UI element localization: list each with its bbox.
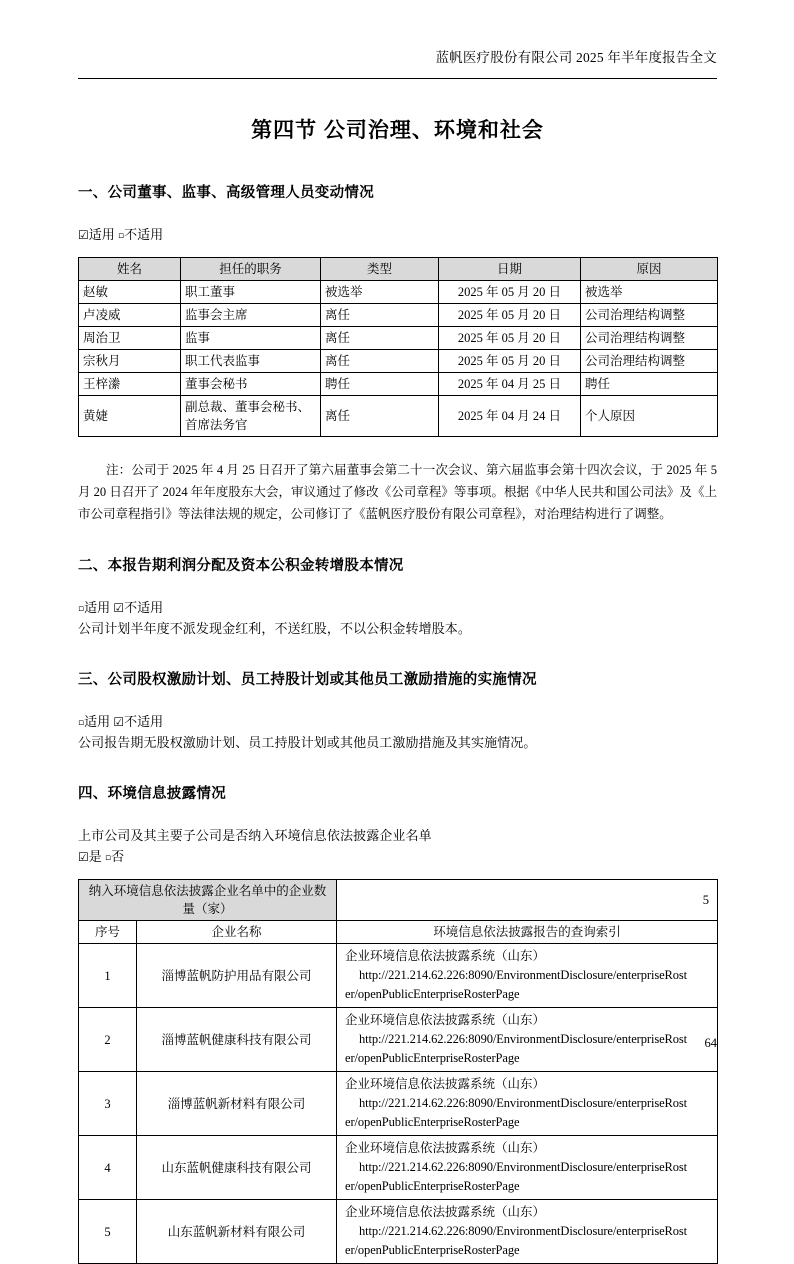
cell-index: 3 [79, 1072, 137, 1136]
cell-position: 职工董事 [181, 281, 321, 304]
disclosure-url-line1: http://221.214.62.226:8090/EnvironmentDisclosure/enterpriseRost [359, 968, 688, 982]
applicability-line-one [78, 224, 717, 245]
cell-position: 监事 [181, 327, 321, 350]
disclosure-url-line1: http://221.214.62.226:8090/EnvironmentDisclosure/enterpriseRost [359, 1096, 688, 1110]
applicability-applicable-label: 适用 [84, 600, 111, 615]
table-row [79, 944, 718, 1008]
table-row [79, 281, 718, 304]
cell-index: 2 [79, 1008, 137, 1072]
column-header-type: 类型 [321, 258, 439, 281]
environment-disclosure-table [78, 879, 718, 1264]
checkbox-unchecked-icon: ▫ [78, 604, 85, 614]
header-divider [78, 78, 717, 79]
table-row [79, 373, 718, 396]
running-header: 蓝帆医疗股份有限公司 2025 年半年度报告全文 [435, 50, 717, 65]
disclosure-url-line2: er/openPublicEnterpriseRosterPage [345, 1179, 520, 1193]
checkbox-checked-icon: ☑ [78, 850, 89, 864]
page-content [78, 104, 717, 1264]
cell-reason: 公司治理结构调整 [581, 327, 718, 350]
column-header-disclosure-index: 环境信息依法披露报告的查询索引 [337, 921, 718, 944]
table-row [79, 1136, 718, 1200]
column-header-index: 序号 [79, 921, 137, 944]
equity-incentive-text: 公司报告期无股权激励计划、员工持股计划或其他员工激励措施及其实施情况。 [78, 735, 537, 750]
checkbox-unchecked-icon: ▫ [118, 231, 125, 241]
cell-company-name: 山东蓝帆新材料有限公司 [137, 1200, 337, 1264]
cell-type: 被选举 [321, 281, 439, 304]
disclosure-system-name: 企业环境信息依法披露系统（山东） [345, 949, 546, 963]
column-header-company: 企业名称 [137, 921, 337, 944]
cell-date: 2025 年 04 月 24 日 [439, 396, 581, 437]
cell-disclosure-link [337, 1200, 718, 1264]
cell-name: 宗秋月 [79, 350, 181, 373]
applicability-line-three [78, 711, 717, 732]
column-header-reason: 原因 [581, 258, 718, 281]
checkbox-unchecked-icon: ▫ [78, 718, 85, 728]
cell-date: 2025 年 05 月 20 日 [439, 281, 581, 304]
environment-question: 上市公司及其主要子公司是否纳入环境信息依法披露企业名单 [78, 828, 432, 843]
disclosure-url-line2: er/openPublicEnterpriseRosterPage [345, 987, 520, 1001]
cell-disclosure-link [337, 1136, 718, 1200]
cell-type: 离任 [321, 350, 439, 373]
disclosure-url-line1: http://221.214.62.226:8090/EnvironmentDisclosure/enterpriseRost [359, 1224, 688, 1238]
disclosure-system-name: 企业环境信息依法披露系统（山东） [345, 1205, 546, 1219]
profit-distribution-text: 公司计划半年度不派发现金红利，不送红股，不以公积金转增股本。 [78, 621, 472, 636]
cell-reason: 个人原因 [581, 396, 718, 437]
cell-company-name: 山东蓝帆健康科技有限公司 [137, 1136, 337, 1200]
cell-index: 4 [79, 1136, 137, 1200]
management-change-note: 注：公司于 2025 年 4 月 25 日召开了第六届董事会第二十一次会议、第六届监事会第十四次会议，于 2025 年 5 月 20 日召开了 2024 年年度股东大会，审议通过了修改《公司章程》等事项。根据《中华人民共和国公司法》及《上市公司章程指引》等法律法规的规定，公司修订了《蓝帆医疗股份有限公司章程》，对治理结构进行了调整。 [78, 463, 717, 521]
cell-type: 离任 [321, 304, 439, 327]
cell-type: 离任 [321, 396, 439, 437]
disclosure-system-name: 企业环境信息依法披露系统（山东） [345, 1141, 546, 1155]
checkbox-checked-icon: ☑ [78, 228, 89, 242]
table-row [79, 327, 718, 350]
heading-section-one: 一、公司董事、监事、高级管理人员变动情况 [78, 185, 374, 201]
page-title: 第四节 公司治理、环境和社会 [251, 119, 544, 142]
table-header-row [79, 258, 718, 281]
cell-position: 副总裁、董事会秘书、首席法务官 [181, 396, 321, 437]
cell-company-name: 淄博蓝帆新材料有限公司 [137, 1072, 337, 1136]
disclosure-system-name: 企业环境信息依法披露系统（山东） [345, 1077, 546, 1091]
column-header-name: 姓名 [79, 258, 181, 281]
heading-section-three: 三、公司股权激励计划、员工持股计划或其他员工激励措施的实施情况 [78, 672, 537, 688]
disclosure-url-line2: er/openPublicEnterpriseRosterPage [345, 1243, 520, 1257]
cell-reason: 公司治理结构调整 [581, 304, 718, 327]
enterprise-count-row [79, 880, 718, 921]
page-number: 64 [704, 1036, 717, 1050]
enterprise-count-label: 纳入环境信息依法披露企业名单中的企业数量（家） [79, 880, 337, 921]
checkbox-checked-icon: ☑ [113, 715, 125, 729]
cell-name: 王梓潫 [79, 373, 181, 396]
cell-position: 监事会主席 [181, 304, 321, 327]
column-header-date: 日期 [439, 258, 581, 281]
cell-date: 2025 年 05 月 20 日 [439, 350, 581, 373]
environment-answer-line [78, 846, 717, 867]
cell-disclosure-link [337, 944, 718, 1008]
disclosure-url-line2: er/openPublicEnterpriseRosterPage [345, 1051, 520, 1065]
cell-date: 2025 年 05 月 20 日 [439, 304, 581, 327]
cell-reason: 公司治理结构调整 [581, 350, 718, 373]
cell-name: 赵敏 [79, 281, 181, 304]
applicability-line-two [78, 597, 717, 618]
cell-company-name: 淄博蓝帆健康科技有限公司 [137, 1008, 337, 1072]
cell-name: 黄婕 [79, 396, 181, 437]
enterprise-count-value: 5 [337, 880, 718, 921]
cell-index: 5 [79, 1200, 137, 1264]
applicability-not-applicable-label: 不适用 [124, 227, 164, 242]
applicability-not-applicable-label: 不适用 [124, 600, 164, 615]
cell-date: 2025 年 04 月 25 日 [439, 373, 581, 396]
disclosure-url-line1: http://221.214.62.226:8090/EnvironmentDisclosure/enterpriseRost [359, 1160, 688, 1174]
cell-position: 董事会秘书 [181, 373, 321, 396]
cell-disclosure-link [337, 1072, 718, 1136]
heading-section-two: 二、本报告期利润分配及资本公积金转增股本情况 [78, 558, 404, 574]
cell-date: 2025 年 05 月 20 日 [439, 327, 581, 350]
applicability-applicable-label: 适用 [88, 227, 115, 242]
cell-position: 职工代表监事 [181, 350, 321, 373]
checkbox-unchecked-icon: ▫ [105, 853, 112, 863]
column-header-position: 担任的职务 [181, 258, 321, 281]
cell-type: 离任 [321, 327, 439, 350]
table-row [79, 350, 718, 373]
cell-reason: 被选举 [581, 281, 718, 304]
disclosure-system-name: 企业环境信息依法披露系统（山东） [345, 1013, 546, 1027]
table-row [79, 396, 718, 437]
disclosure-url-line1: http://221.214.62.226:8090/EnvironmentDisclosure/enterpriseRost [359, 1032, 688, 1046]
management-change-table [78, 257, 718, 437]
cell-type: 聘任 [321, 373, 439, 396]
heading-section-four: 四、环境信息披露情况 [78, 786, 226, 802]
cell-name: 周治卫 [79, 327, 181, 350]
cell-name: 卢凌威 [79, 304, 181, 327]
checkbox-checked-icon: ☑ [113, 601, 125, 615]
answer-no-label: 否 [111, 849, 125, 864]
cell-index: 1 [79, 944, 137, 1008]
table-header-row [79, 921, 718, 944]
applicability-applicable-label: 适用 [84, 714, 111, 729]
disclosure-url-line2: er/openPublicEnterpriseRosterPage [345, 1115, 520, 1129]
table-row [79, 304, 718, 327]
table-row [79, 1200, 718, 1264]
table-row [79, 1072, 718, 1136]
answer-yes-label: 是 [88, 849, 102, 864]
applicability-not-applicable-label: 不适用 [124, 714, 164, 729]
cell-company-name: 淄博蓝帆防护用品有限公司 [137, 944, 337, 1008]
cell-reason: 聘任 [581, 373, 718, 396]
